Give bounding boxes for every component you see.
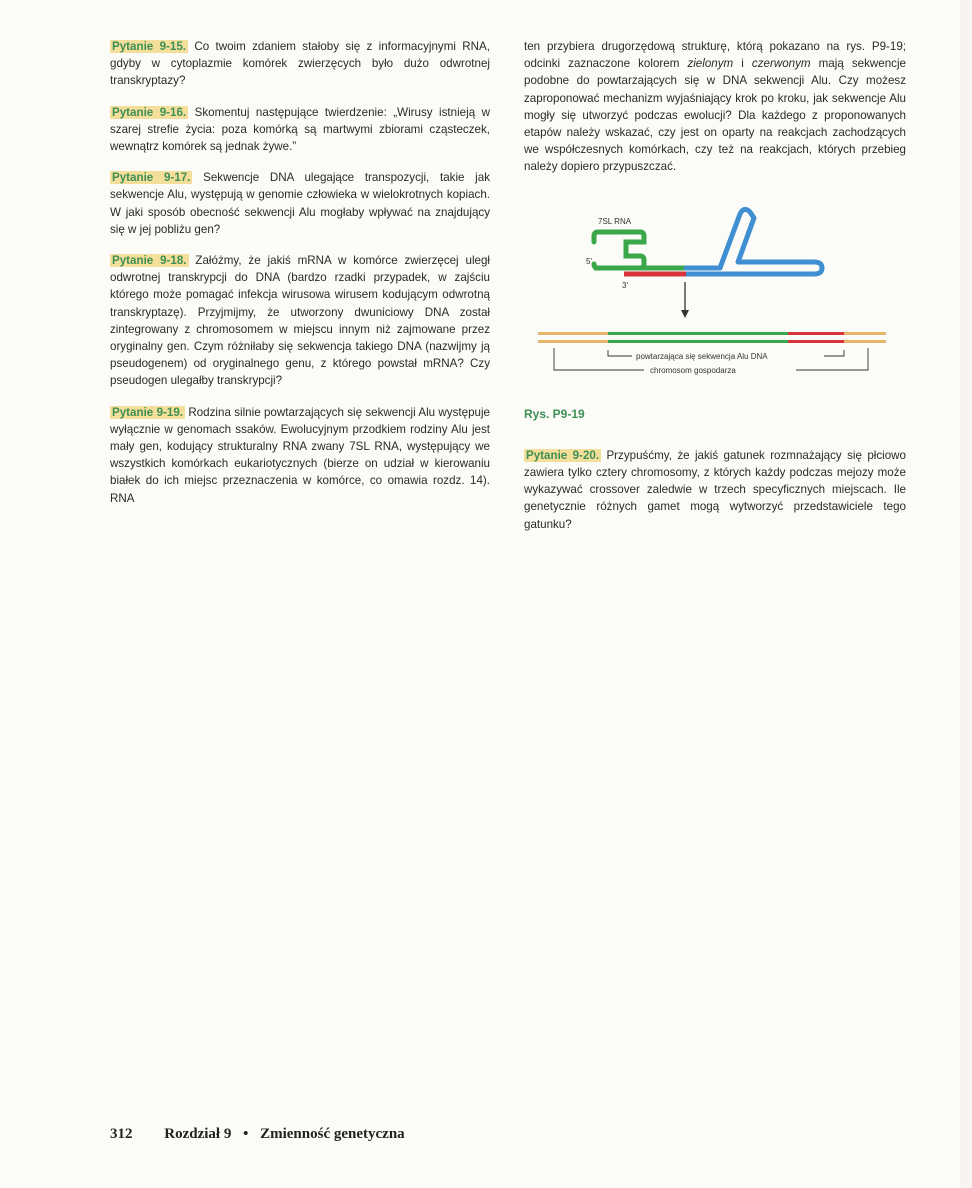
alu-red-top: [788, 332, 844, 335]
chapter-title: Zmienność genetyczna: [260, 1126, 405, 1142]
question-label: Pytanie 9-20.: [526, 448, 600, 462]
figure-caption: Rys. P9-19: [524, 406, 585, 421]
question-label: Pytanie 9-18.: [112, 254, 187, 268]
alu-green-top: [608, 332, 788, 335]
question-9-17: [110, 169, 490, 238]
question-text: Rodzina silnie powtarzających się sekwencji Alu występuje wyłącznie w genomach ssaków. Ewolucyjnym przodkiem rodziny Alu jest mały gen, kodujący strukturalny RNA zwany 7SL RNA, występujący we wszystkich komórkach eukariotycznych (bierze on udział w kierowaniu białek do ich miejsc przeznaczenia w komórce, co omawia rozdz. 14). RNA: [110, 405, 490, 505]
question-text: Przypuśćmy, że jakiś gatunek rozmnażający się płciowo zawiera tylko cztery chromosomy, z których każdy podczas mejozy może wykazywać crossover zaledwie w trzech specyficznych miejscach. Ile genetycznie różnych gamet mogą wytworzyć przedstawiciele tego gatunku?: [524, 448, 906, 531]
question-text: Sekwencje DNA ulegające transpozycji, takie jak sekwencje Alu, występują w genomie człowieka w wielokrotnych kopiach. W jaki sposób obecność sekwencji Alu mogłaby wpływać na znajdujący się w jej pobliżu gen?: [110, 171, 491, 236]
question-9-19-continuation: [524, 38, 906, 176]
question-label: Pytanie 9-15.: [112, 40, 187, 53]
question-9-20: [524, 447, 906, 533]
five-prime-label: 5': [586, 256, 592, 266]
continuation-text-post: mają sekwencje podobne do powtarzających się w DNA sekwencji Alu. Czy możesz zaproponować mechanizm wyjaśniający krok po kroku, jak sekwencje Alu mogły się utworzyć podczas ewolucji? Dla każdego z proponowanych etapów należy wskazać, czy jest on oparty na reakcjach zachodzących we współczesnych komórkach, czy też na reakcjach, których przebieg należy dopiero przypuszczać.: [524, 57, 906, 174]
red-word: czerwonym: [751, 57, 811, 71]
question-text: Załóżmy, że jakiś mRNA w komórce zwierzęcej uległ odwrotnej transkrypcji do DNA (bardzo rzadki przypadek, w zajściu którego może pomagać infekcja wirusowa wirusem kodującym odwrotną transkryptazę). Przyjmijmy, że utworzony dwuniciowy DNA został zintegrowany z chromosomem w miejscu innym niż zajmowane przez oryginalny gen. Czym różniłaby się sekwencja takiego DNA (nazwijmy ją pseudogenem) od oryginalnego genu, z którego powstał mRNA? Czy pseudogen ulegałby transkrypcji?: [110, 254, 490, 388]
chromosome-left-bottom: [538, 340, 608, 343]
alu-red-bottom: [788, 340, 844, 343]
rna-blue-strand: [686, 209, 822, 274]
right-column: [524, 38, 906, 547]
alu-diagram: [524, 190, 906, 400]
left-column: [110, 38, 490, 521]
alu-green-bottom: [608, 340, 788, 343]
question-9-15: [110, 38, 490, 90]
chromosome-left-top: [538, 332, 608, 335]
question-text: Skomentuj następujące twierdzenie: „Wirusy istnieją w szarej strefie życia: poza komórką są martwymi zbiorami cząsteczek, wewnątrz komórek są jednak żywe.”: [110, 105, 490, 154]
repeat-label: powtarzająca się sekwencja Alu DNA: [636, 351, 768, 361]
continuation-text-pre: ten przybiera drugorzędową strukturę, którą pokazano na rys. P9-19; odcinki zaznaczone kolorem: [524, 40, 906, 71]
question-9-18: [110, 252, 490, 390]
chromosome-label: chromosom gospodarza: [650, 365, 736, 375]
question-label: Pytanie 9-16.: [112, 105, 187, 119]
chromosome-right-top: [844, 332, 886, 335]
question-text: Co twoim zdaniem stałoby się z informacyjnymi RNA, gdyby w cytoplazmie komórek zwierzęcych było dużo odwrotnej transkryptazy?: [110, 40, 490, 88]
question-label: Pytanie 9-17.: [112, 171, 191, 185]
green-word: zielonym: [687, 57, 734, 71]
chapter-name: Rozdział 9: [164, 1126, 232, 1142]
rna-label: 7SL RNA: [598, 216, 632, 226]
rna-green-hairpin: [594, 232, 644, 268]
footer-bullet: •: [243, 1126, 249, 1142]
question-9-19: [110, 404, 490, 507]
arrow-head-icon: [681, 310, 689, 318]
question-9-16: [110, 104, 490, 156]
question-label: Pytanie 9-19.: [112, 405, 184, 419]
figure-p9-19: [524, 190, 906, 400]
chromosome-right-bottom: [844, 340, 886, 343]
page-footer: [110, 1126, 405, 1143]
three-prime-label: 3': [622, 280, 628, 290]
page-number: 312: [110, 1126, 133, 1142]
continuation-text-mid: i: [733, 57, 752, 71]
